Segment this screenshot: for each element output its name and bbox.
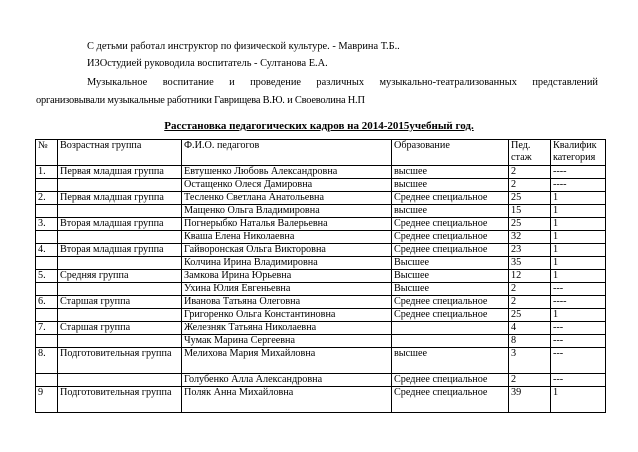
cell-experience: 25 — [509, 192, 551, 205]
cell-category: ---- — [551, 166, 606, 179]
cell-category: ---- — [551, 296, 606, 309]
intro-line-art-studio: ИЗОстудией руководила воспитатель - Султанова Е.А. — [87, 58, 328, 69]
cell-fio: Колчина Ирина Владимировна — [182, 257, 392, 270]
cell-education: Среднее специальное — [392, 231, 509, 244]
header-num: № — [36, 140, 58, 166]
cell-category: --- — [551, 374, 606, 387]
cell-category: 1 — [551, 205, 606, 218]
cell-group — [58, 335, 182, 348]
cell-category: 1 — [551, 257, 606, 270]
cell-group — [58, 257, 182, 270]
table-row — [36, 205, 606, 218]
table-row — [36, 218, 606, 231]
cell-education: Высшее — [392, 257, 509, 270]
cell-fio: Остащенко Олеся Дамировна — [182, 179, 392, 192]
intro-word: Музыкальное — [87, 77, 148, 88]
cell-fio: Иванова Татьяна Олеговна — [182, 296, 392, 309]
cell-fio: Евтушенко Любовь Александровна — [182, 166, 392, 179]
cell-fio: Ухина Юлия Евгеньевна — [182, 283, 392, 296]
cell-group — [58, 179, 182, 192]
cell-group — [58, 231, 182, 244]
intro-line-sport-instructor: С детьми работал инструктор по физической культуре. - Маврина Т.Б.. — [87, 41, 400, 52]
cell-num — [36, 205, 58, 218]
cell-num — [36, 335, 58, 348]
staff-table — [35, 139, 606, 413]
cell-fio: Мелихова Мария Михайловна — [182, 348, 392, 374]
cell-education — [392, 335, 509, 348]
cell-experience: 8 — [509, 335, 551, 348]
cell-num — [36, 309, 58, 322]
cell-fio: Григоренко Ольга Константиновна — [182, 309, 392, 322]
cell-fio: Железняк Татьяна Николаевна — [182, 322, 392, 335]
cell-category: --- — [551, 335, 606, 348]
cell-experience: 4 — [509, 322, 551, 335]
intro-word: музыкально-театрализованных — [379, 77, 517, 88]
cell-num: 7. — [36, 322, 58, 335]
cell-education — [392, 322, 509, 335]
cell-fio: Мащенко Ольга Владимировна — [182, 205, 392, 218]
intro-word: различных — [316, 77, 365, 88]
cell-num: 3. — [36, 218, 58, 231]
cell-num — [36, 179, 58, 192]
cell-group: Старшая группа — [58, 322, 182, 335]
cell-experience: 2 — [509, 283, 551, 296]
cell-fio: Тесленко Светлана Анатольевна — [182, 192, 392, 205]
header-experience: Пед. стаж — [509, 140, 551, 166]
cell-education: Среднее специальное — [392, 309, 509, 322]
table-row — [36, 270, 606, 283]
cell-group — [58, 309, 182, 322]
cell-experience: 25 — [509, 309, 551, 322]
cell-fio: Гайворонская Ольга Викторовна — [182, 244, 392, 257]
cell-num — [36, 231, 58, 244]
intro-word: воспитание — [162, 77, 214, 88]
cell-education: высшее — [392, 205, 509, 218]
cell-category: 1 — [551, 387, 606, 413]
intro-word: представлений — [532, 77, 598, 88]
cell-num — [36, 374, 58, 387]
cell-education: Среднее специальное — [392, 374, 509, 387]
cell-group: Вторая младшая группа — [58, 218, 182, 231]
header-category: Квалифик категория — [551, 140, 606, 166]
cell-group: Средняя группа — [58, 270, 182, 283]
table-row — [36, 374, 606, 387]
cell-group: Подготовительная группа — [58, 387, 182, 413]
cell-experience: 2 — [509, 374, 551, 387]
cell-num: 5. — [36, 270, 58, 283]
cell-fio: Замкова Ирина Юрьевна — [182, 270, 392, 283]
cell-group: Первая младшая группа — [58, 166, 182, 179]
cell-category: 1 — [551, 309, 606, 322]
intro-line-music — [87, 76, 598, 89]
cell-group: Первая младшая группа — [58, 192, 182, 205]
cell-education: Среднее специальное — [392, 296, 509, 309]
cell-group — [58, 205, 182, 218]
cell-category: 1 — [551, 218, 606, 231]
cell-education: Высшее — [392, 270, 509, 283]
cell-fio: Чумак Марина Сергеевна — [182, 335, 392, 348]
table-row — [36, 348, 606, 374]
cell-education: Среднее специальное — [392, 218, 509, 231]
cell-experience: 25 — [509, 218, 551, 231]
cell-group — [58, 283, 182, 296]
table-header-row — [36, 140, 606, 166]
cell-education: высшее — [392, 166, 509, 179]
cell-experience: 23 — [509, 244, 551, 257]
cell-num: 9 — [36, 387, 58, 413]
table-row — [36, 192, 606, 205]
table-row — [36, 296, 606, 309]
header-education: Образование — [392, 140, 509, 166]
cell-fio: Голубенко Алла Александровна — [182, 374, 392, 387]
cell-experience: 39 — [509, 387, 551, 413]
cell-category: --- — [551, 348, 606, 374]
cell-education: Среднее специальное — [392, 244, 509, 257]
cell-experience: 2 — [509, 296, 551, 309]
cell-num: 8. — [36, 348, 58, 374]
cell-num — [36, 283, 58, 296]
header-group: Возрастная группа — [58, 140, 182, 166]
cell-experience: 2 — [509, 166, 551, 179]
table-row — [36, 166, 606, 179]
cell-education: Среднее специальное — [392, 387, 509, 413]
cell-category: ---- — [551, 179, 606, 192]
cell-group — [58, 374, 182, 387]
cell-education: Высшее — [392, 283, 509, 296]
cell-num: 2. — [36, 192, 58, 205]
table-row — [36, 244, 606, 257]
cell-num — [36, 257, 58, 270]
cell-fio: Поляк Анна Михайловна — [182, 387, 392, 413]
table-row — [36, 257, 606, 270]
cell-category: 1 — [551, 231, 606, 244]
cell-experience: 3 — [509, 348, 551, 374]
table-row — [36, 309, 606, 322]
cell-experience: 12 — [509, 270, 551, 283]
intro-line-music-workers: организовывали музыкальные работники Гаврищева В.Ю. и Своеволина Н.П — [36, 95, 365, 106]
cell-education: высшее — [392, 348, 509, 374]
cell-category: 1 — [551, 270, 606, 283]
cell-education: высшее — [392, 179, 509, 192]
table-row — [36, 283, 606, 296]
table-row — [36, 179, 606, 192]
cell-category: 1 — [551, 244, 606, 257]
cell-group: Старшая группа — [58, 296, 182, 309]
cell-experience: 32 — [509, 231, 551, 244]
cell-experience: 15 — [509, 205, 551, 218]
cell-group: Подготовительная группа — [58, 348, 182, 374]
cell-experience: 35 — [509, 257, 551, 270]
table-row — [36, 387, 606, 413]
intro-word: проведение — [250, 77, 302, 88]
document-title: Расстановка педагогических кадров на 2014-2015учебный год. — [164, 120, 474, 132]
table-row — [36, 231, 606, 244]
cell-category: 1 — [551, 192, 606, 205]
cell-fio: Погнерыбко Наталья Валерьевна — [182, 218, 392, 231]
table-row — [36, 335, 606, 348]
intro-word: и — [229, 77, 235, 88]
cell-group: Вторая младшая группа — [58, 244, 182, 257]
cell-fio: Кваша Елена Николаевна — [182, 231, 392, 244]
cell-num: 1. — [36, 166, 58, 179]
cell-category: --- — [551, 322, 606, 335]
table-row — [36, 322, 606, 335]
cell-category: --- — [551, 283, 606, 296]
cell-num: 4. — [36, 244, 58, 257]
header-fio: Ф.И.О. педагогов — [182, 140, 392, 166]
cell-num: 6. — [36, 296, 58, 309]
cell-education: Среднее специальное — [392, 192, 509, 205]
cell-experience: 2 — [509, 179, 551, 192]
